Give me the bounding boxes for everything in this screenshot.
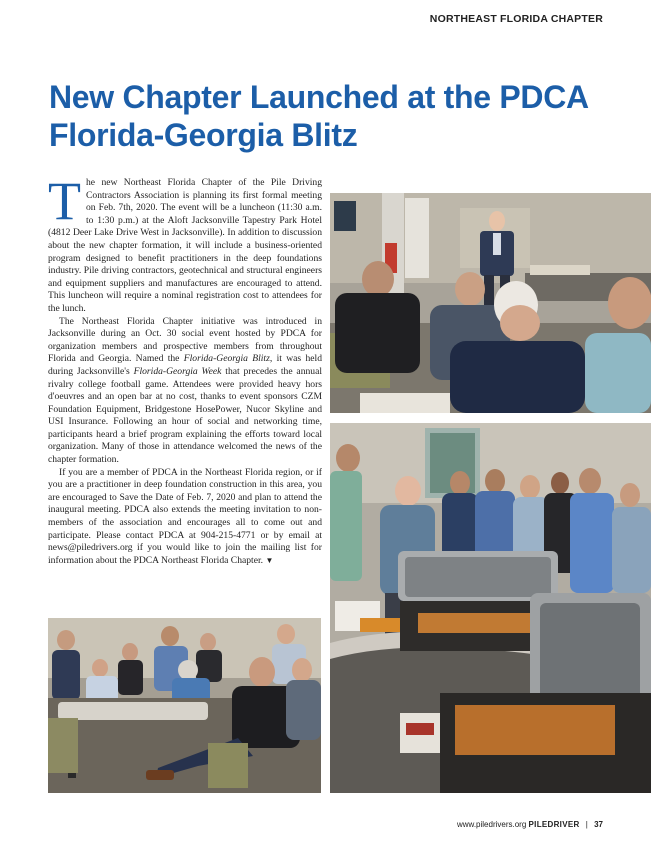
event-name: Florida-Georgia Blitz bbox=[183, 353, 270, 365]
paragraph-3-text: If you are a member of PDCA in the Northeast Florida region, or if you are a practitioner in deep foundation construction in this area, you are encouraged to Save the Date of Feb. 7, 2020 and plan to attend the inaugural meeting. PDCA also extends the meeting invitation to non-members of the association and encourages all to come out and participate. Please contact PDCA at 904-215-4771 or by email at news@piledrivers.org if you would like to join the mailing list for information about the PDCA Northeast Florida Chapter. bbox=[48, 466, 322, 566]
end-mark-icon: ▼ bbox=[265, 555, 274, 565]
footer-website: www.piledrivers.org bbox=[456, 820, 527, 829]
page-footer bbox=[457, 820, 603, 829]
photo-seated-attendees bbox=[48, 618, 321, 793]
paragraph-3 bbox=[48, 467, 322, 568]
week-name: Florida-Georgia Week bbox=[133, 365, 222, 377]
photo-networking-buffet bbox=[330, 423, 651, 793]
paragraph-2-text-c: that precedes the annual rivalry college football game. Attendees were provided heavy hors d'oeuvres and an open bar at no cost, thanks to event sponsors CZM Foundation Equipment, Bridgestone HosePower, Nucor Skyline and USI Insurance. Following an hour of social and networking time, participants heard a brief program explaining the efforts toward local organization. Many of those in attendance welcomed the news of the chapter formation. bbox=[48, 365, 323, 466]
drop-cap: T bbox=[48, 171, 81, 231]
photo-seated-attendees-illustration bbox=[48, 618, 321, 793]
paragraph-2 bbox=[48, 316, 322, 467]
page-number: 37 bbox=[594, 820, 603, 829]
paragraph-2-text-a: The Northeast Florida Chapter initiative was introduced in Jacksonville during an Oct. 30 social event hosted by PDCA for organization members and prospective members from throughout Florida and Georgia. Named the bbox=[48, 315, 322, 365]
article-title: New Chapter Launched at the PDCA Florida-Georgia Blitz bbox=[49, 79, 588, 153]
photo-speaker-presentation bbox=[330, 193, 651, 413]
paragraph-2-text-b: , it was held during Jacksonville's bbox=[48, 353, 323, 377]
footer-magazine: PILEDRIVER bbox=[528, 820, 580, 829]
article-body bbox=[48, 171, 323, 567]
paragraph-1-text: he new Northeast Florida Chapter of the Pile Driving Contractors Association is planning its first formal meeting on Feb. 7th, 2020. The event will be a luncheon (11:30 a.m. to 1:30 p.m.) at the Aloft Jacksonville Tapestry Park Hotel (4812 Deer Lake Drive West in Jacksonville). In addition to discussion about the new chapter formation, it will include a business-oriented program designed to benefit practitioners in the deep foundations industry. Pile driving contractors, geotechnical and structural engineers and equipment suppliers and manufactures are encouraged to attend. This luncheon will require a nominal registration cost to attendees for the lunch. bbox=[48, 177, 322, 314]
section-label: NORTHEAST FLORIDA CHAPTER bbox=[429, 13, 603, 25]
photo-speaker-presentation-illustration bbox=[330, 193, 651, 413]
footer-separator: | bbox=[585, 820, 588, 829]
photo-networking-buffet-illustration bbox=[330, 423, 651, 793]
paragraph-1 bbox=[48, 171, 322, 316]
